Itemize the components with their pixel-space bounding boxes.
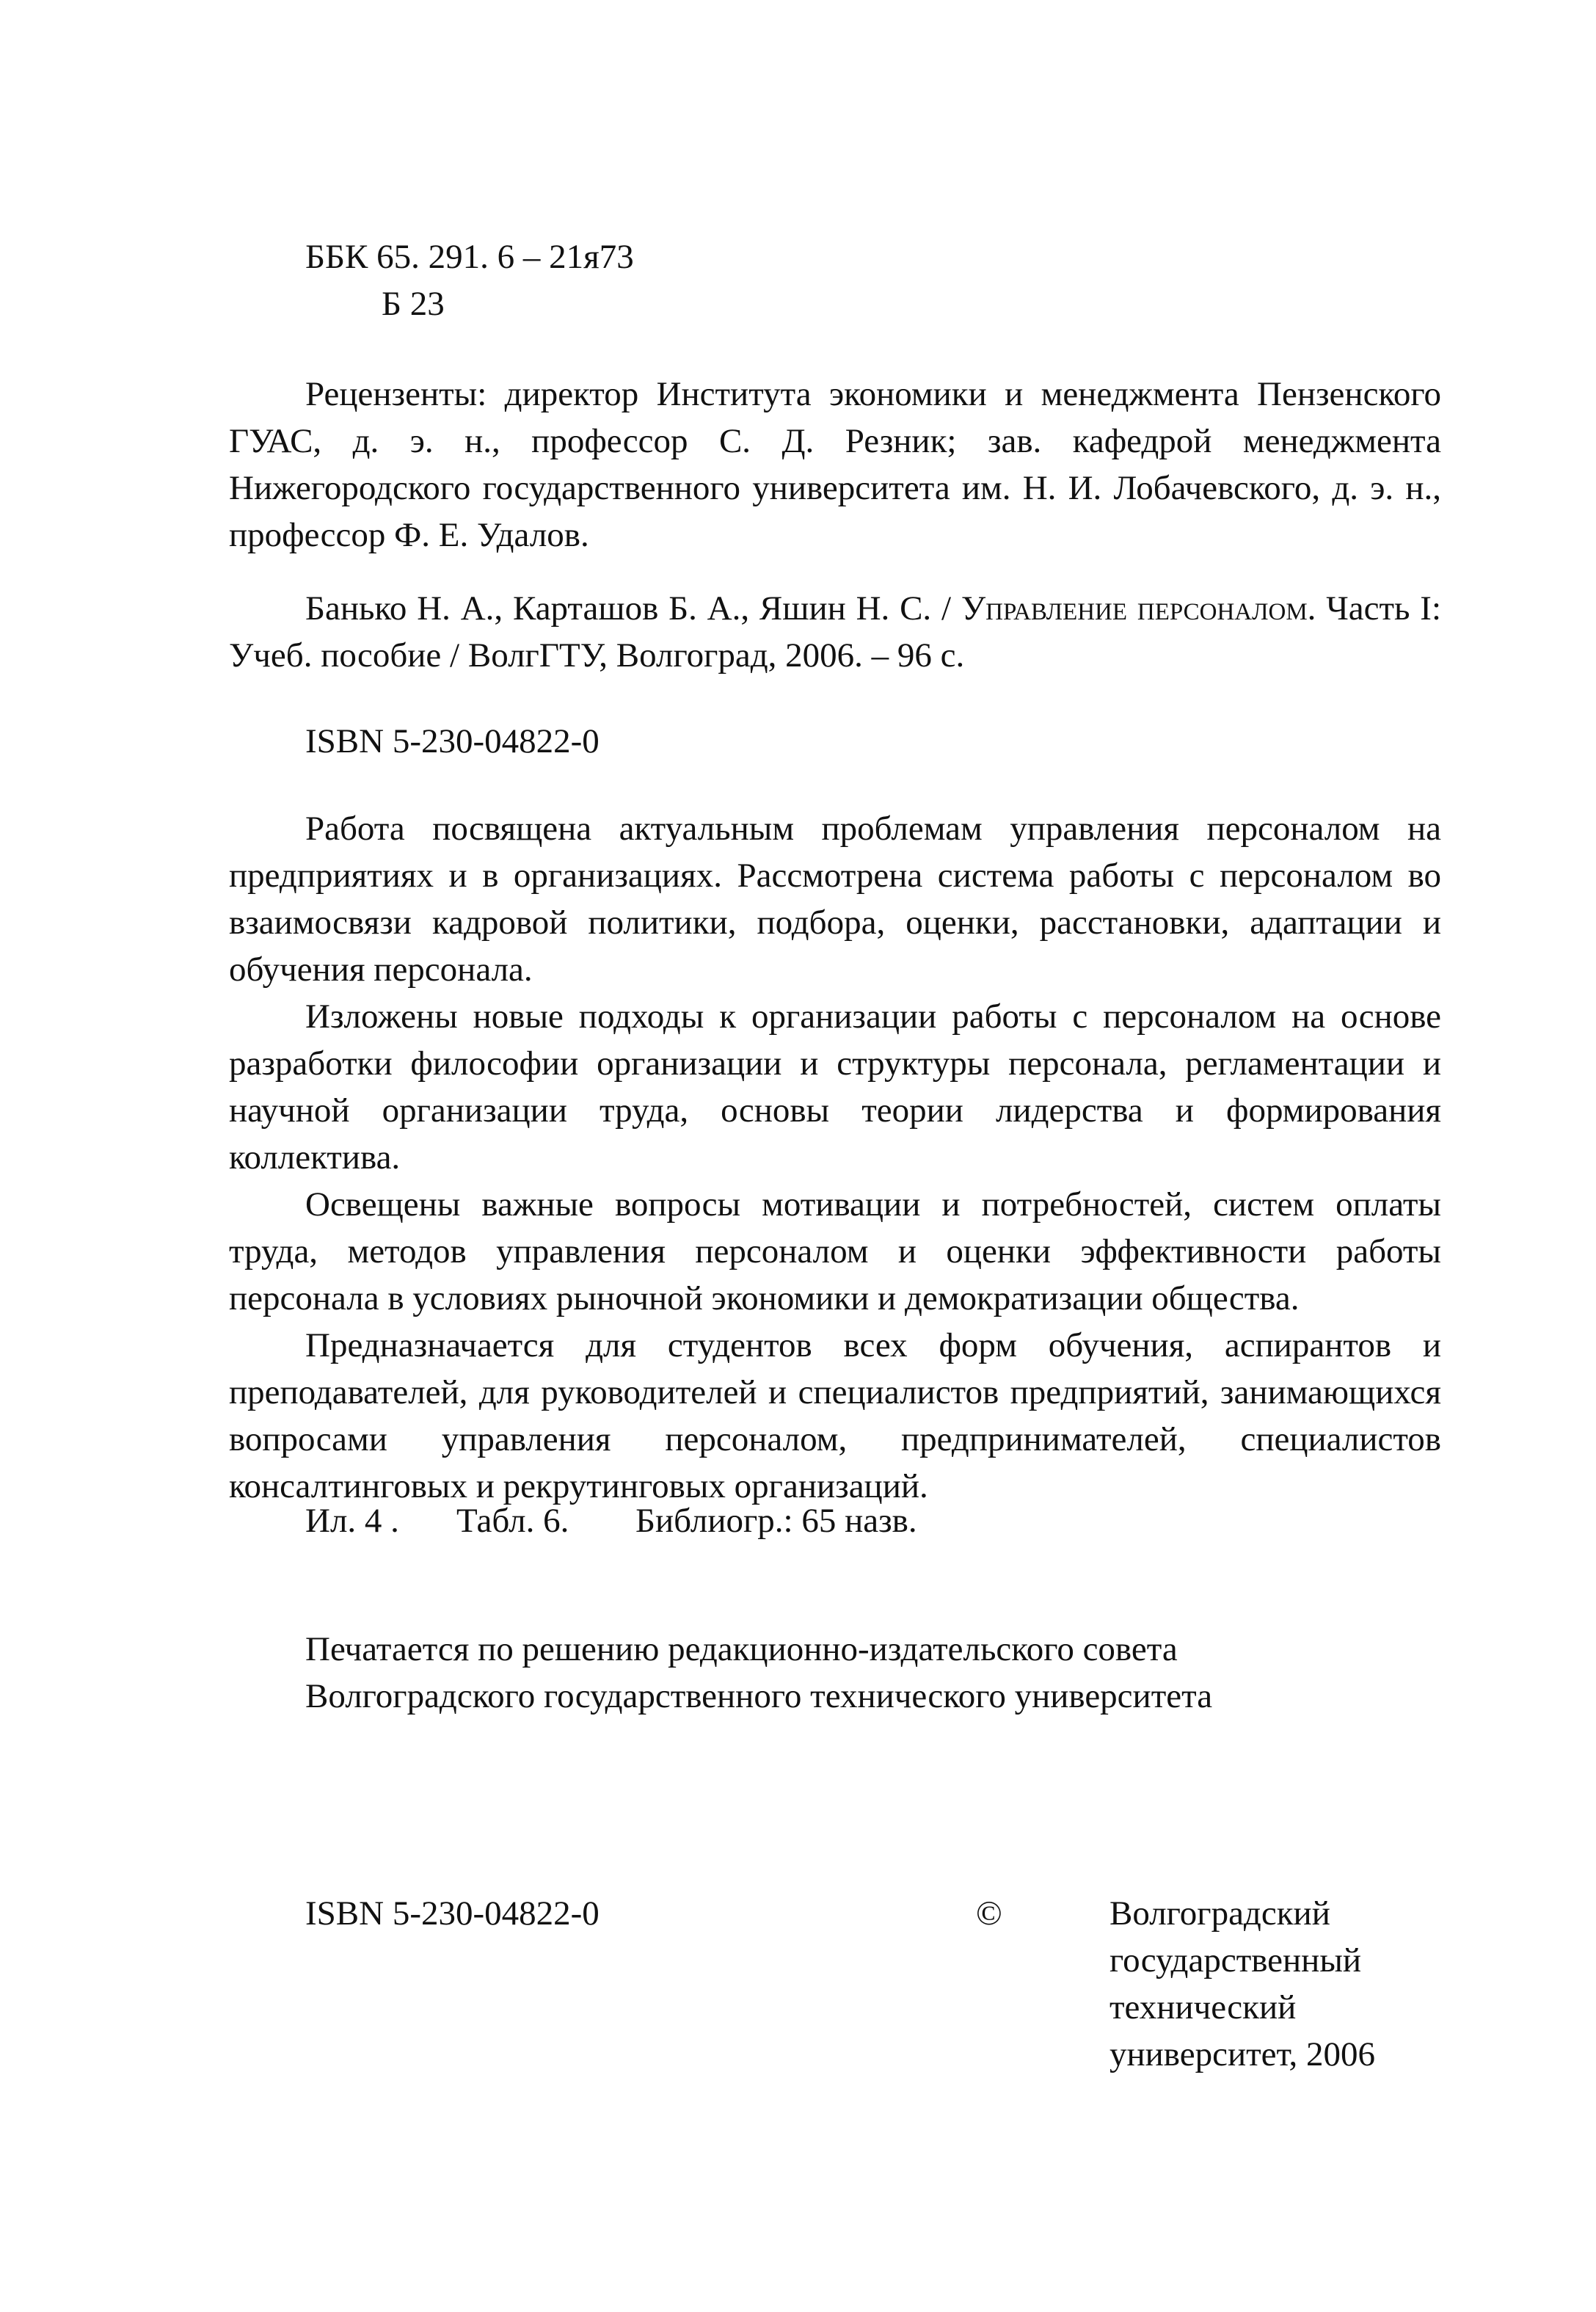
bbk-code: ББК 65. 291. 6 – 21я73 bbox=[305, 238, 634, 276]
author-mark: Б 23 bbox=[382, 285, 445, 323]
abstract-paragraph-2: Изложены новые подходы к организации работы с персоналом на основе разработки философии организации и структуры персонала, регламентации и научной организации труда, основы теории лидерства и формирования коллектива. bbox=[229, 997, 1441, 1177]
citation-details: . Часть I: Учеб. пособие / ВолгГТУ, Волгоград, 2006. – 96 с. bbox=[229, 589, 1442, 675]
reviewers-paragraph: Рецензенты: директор Института экономики и менеджмента Пензенского ГУАС, д. э. н., профессор С. Д. Резник; зав. кафедрой менеджмента Нижегородского государственного университета им. Н. И. Лобачевского, д. э. н., профессор Ф. Е. Удалов. bbox=[229, 375, 1441, 554]
copyright-sign: © bbox=[976, 1894, 1002, 1933]
publisher-line-3: технический bbox=[1109, 1988, 1297, 2026]
publication-note-line-1: Печатается по решению редакционно-издательского совета bbox=[305, 1630, 1178, 1668]
tables-count: Табл. 6. bbox=[456, 1502, 569, 1540]
abstract-paragraph-4: Предназначается для студентов всех форм обучения, аспирантов и преподавателей, для руководителей и специалистов предприятий, занимающихся вопросами управления персоналом, предпринимателей, специалистов консалтинговых и рекрутинговых организаций. bbox=[229, 1326, 1441, 1505]
publication-note bbox=[305, 1626, 1553, 1720]
abstract-paragraph-1: Работа посвящена актуальным проблемам управления персоналом на предприятиях и в организациях. Рассмотрена система работы с персоналом во взаимосвязи кадровой политики, подбора, оценки, расстановки, адаптации и обучения персонала. bbox=[229, 810, 1441, 989]
isbn-bottom: ISBN 5-230-04822-0 bbox=[305, 1894, 600, 1933]
bbk-classification bbox=[305, 233, 966, 327]
publisher-line-4: университет, 2006 bbox=[1109, 2035, 1376, 2073]
publisher bbox=[1109, 1890, 1550, 2078]
bibliographic-stats bbox=[305, 1497, 1406, 1544]
publication-note-line-2: Волгоградского государственного технического университета bbox=[305, 1677, 1213, 1715]
publisher-line-1: Волгоградский bbox=[1109, 1894, 1330, 1933]
publisher-line-2: государственный bbox=[1109, 1941, 1362, 1980]
abstract bbox=[229, 805, 1441, 1510]
citation-authors: Банько Н. А., Карташов Б. А., Яшин Н. С. / bbox=[305, 589, 961, 628]
bibliography-count: Библиогр.: 65 назв. bbox=[635, 1502, 917, 1540]
illustrations-count: Ил. 4 . bbox=[305, 1502, 399, 1540]
isbn-top: ISBN 5-230-04822-0 bbox=[305, 722, 600, 760]
citation-paragraph bbox=[229, 585, 1441, 679]
abstract-paragraph-3: Освещены важные вопросы мотивации и потребностей, систем оплаты труда, методов управления персоналом и оценки эффективности работы персонала в условиях рыночной экономики и демократизации общества. bbox=[229, 1185, 1441, 1317]
citation-title: Управление персоналом bbox=[961, 589, 1308, 628]
